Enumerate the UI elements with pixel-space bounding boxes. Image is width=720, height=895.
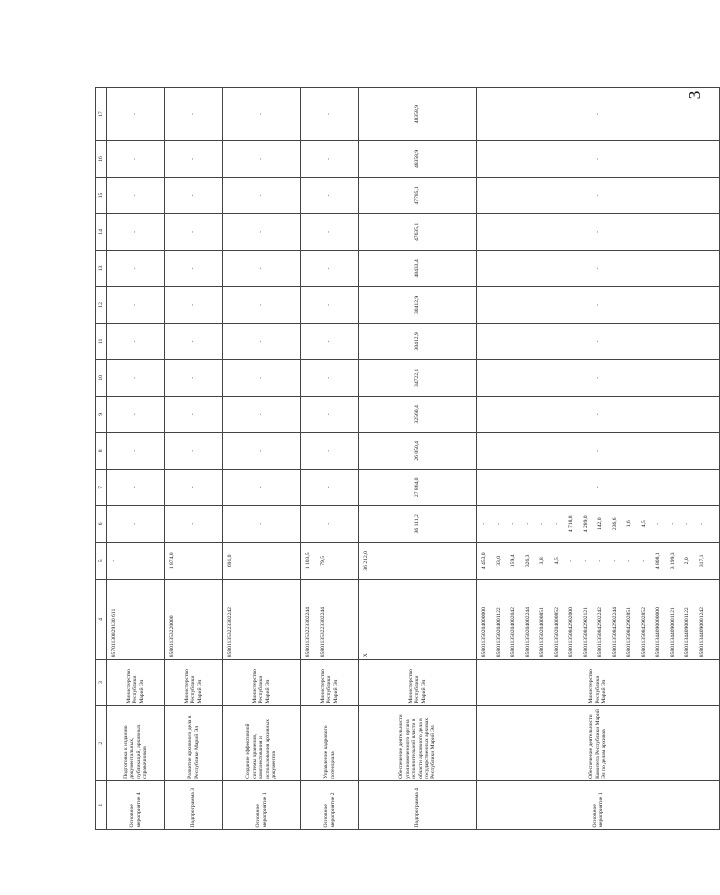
title-cell: Подготовка к изданию документальных, публикаций, архивных справочников: [107, 706, 165, 781]
value-cell-line: -: [510, 522, 516, 525]
col-header: 13: [96, 250, 107, 286]
value-cell-line: 4 289,0: [582, 515, 589, 533]
value-cell: -: [223, 433, 301, 469]
value-cell: -: [107, 360, 165, 396]
program-cell: Основное мероприятие 2: [301, 781, 359, 830]
value-cell-line: 4 808,1: [655, 552, 661, 570]
value-cell: -: [301, 506, 359, 542]
value-cell: 32560,4: [359, 396, 477, 432]
value-cell: 30412,9: [359, 287, 477, 323]
code-cell-line: 858011350204000852: [553, 607, 560, 658]
col-header: 16: [96, 141, 107, 177]
col-header: 5: [96, 542, 107, 580]
value-cell: -: [223, 469, 301, 505]
code-cell-line: 858011344090001122: [684, 607, 690, 658]
value-cell: -: [165, 214, 223, 250]
title-cell: Развитие архивного дела в Республике Марий Эл: [165, 706, 223, 781]
value-cell-line: -: [698, 522, 705, 525]
value-cell: -: [165, 323, 223, 359]
value-cell: -: [107, 177, 165, 213]
value-cell: -: [223, 250, 301, 286]
col-header: 10: [96, 360, 107, 396]
program-cell: Основное мероприятие 4: [107, 781, 165, 830]
value-cell-line: 4,5: [553, 557, 560, 565]
code-cell-line: 858011350204002244: [524, 607, 531, 658]
value-cell-line: 36 212,0: [363, 551, 369, 571]
code-cell-line: 858011350204000000: [481, 607, 487, 658]
value-cell: 27 864,0: [359, 469, 477, 505]
code-cell: [359, 580, 477, 660]
value-cell: -: [301, 177, 359, 213]
value-cell-line: 142,0: [597, 517, 603, 531]
value-cell: -: [301, 360, 359, 396]
table-row: [301, 88, 359, 830]
value-cell-line: 2,0: [684, 557, 690, 565]
value-cell-line: 79,5: [319, 555, 326, 566]
value-cell: -: [477, 214, 720, 250]
value-cell: -: [301, 287, 359, 323]
executor-cell: Министерство Республики Марий Эл: [223, 659, 301, 705]
title-cell: Обеспечение деятельности уполномоченного органа исполнительной власти в области архивного дела в государственных архивах Республики Марий Эл: [359, 706, 477, 781]
code-cell-line: 858011350204001122: [495, 607, 502, 658]
value-cell: [477, 506, 720, 542]
title-cell: Обеспечение деятельности Комитета Республики Марий Эл по делам архивов: [477, 706, 720, 781]
value-cell-line: -: [481, 522, 487, 525]
table-row: [165, 88, 223, 830]
value-cell: -: [165, 396, 223, 432]
value-cell: -: [165, 250, 223, 286]
value-cell-line: 159,4: [510, 554, 516, 568]
value-cell: -: [477, 360, 720, 396]
value-cell-line: -: [539, 522, 545, 525]
code-cell: [301, 580, 359, 660]
table-row: [477, 88, 720, 830]
page-number: 3: [685, 90, 704, 100]
value-cell: -: [165, 433, 223, 469]
value-cell: -: [223, 360, 301, 396]
value-cell: -: [301, 469, 359, 505]
value-cell: -: [301, 141, 359, 177]
value-cell: [477, 542, 720, 580]
title-cell: Управление кадрового потенциала: [301, 706, 359, 781]
value-cell: -: [107, 433, 165, 469]
value-cell: -: [477, 141, 720, 177]
value-cell-line: 3,8: [539, 557, 545, 565]
header-row: [96, 88, 107, 830]
value-cell: 34722,1: [359, 360, 477, 396]
program-cell: Подпрограмма 3: [165, 781, 223, 830]
value-cell: 48358,9: [359, 141, 477, 177]
value-cell-line: 4,5: [640, 520, 647, 528]
budget-table-rotated: [95, 87, 705, 830]
value-cell: -: [107, 141, 165, 177]
value-cell-line: -: [524, 522, 531, 525]
executor-cell: Министерство Республики Марий Эл: [301, 659, 359, 705]
value-cell-line: 1,6: [626, 520, 632, 528]
value-cell: -: [107, 214, 165, 250]
executor-cell: Министерство Республики Марий Эл: [477, 659, 720, 705]
col-header: 8: [96, 433, 107, 469]
col-header: 7: [96, 469, 107, 505]
program-cell: Подпрограмма 4: [359, 781, 477, 830]
value-cell: -: [301, 214, 359, 250]
value-cell: -: [165, 287, 223, 323]
value-cell-line: 236,6: [611, 517, 618, 531]
value-cell: -: [223, 214, 301, 250]
value-cell-line: -: [111, 559, 117, 562]
value-cell: -: [301, 323, 359, 359]
value-cell: 36 111,2: [359, 506, 477, 542]
value-cell: -: [477, 287, 720, 323]
executor-cell: Министерство Республики Марий Эл: [107, 659, 165, 705]
value-cell: [223, 542, 301, 580]
table-row: [107, 88, 165, 830]
value-cell: 30412,9: [359, 323, 477, 359]
code-cell-line: 858011353223302244: [319, 607, 326, 658]
value-cell-line: -: [568, 559, 574, 562]
col-header: 2: [96, 706, 107, 781]
col-header: 14: [96, 214, 107, 250]
program-cell: Основное мероприятие 1: [477, 781, 720, 830]
value-cell: -: [301, 433, 359, 469]
value-cell-line: 4 718,8: [568, 515, 574, 533]
executor-cell: Министерство Республики Марий Эл: [359, 659, 477, 705]
value-cell: -: [477, 469, 720, 505]
code-cell-line: 858011350204002042: [510, 607, 516, 658]
value-cell: -: [107, 396, 165, 432]
value-cell: -: [301, 88, 359, 141]
value-cell: -: [107, 323, 165, 359]
value-cell: -: [165, 506, 223, 542]
col-header: 15: [96, 177, 107, 213]
col-header: 11: [96, 323, 107, 359]
code-cell-line: 858011344090000000: [655, 607, 661, 658]
code-cell-line: 858011350842902244: [611, 607, 618, 658]
value-cell: -: [107, 506, 165, 542]
code-cell-line: 858011344090001121: [669, 607, 676, 658]
value-cell: [165, 542, 223, 580]
code-cell-line: 858011350842902000: [568, 607, 574, 658]
col-header: 17: [96, 88, 107, 141]
code-cell-line: 85701130829130 611: [111, 608, 117, 658]
value-cell: -: [223, 506, 301, 542]
value-cell-line: 1 103,5: [305, 552, 311, 570]
code-cell-line: 858011353223302244: [305, 607, 311, 658]
code-cell-line: 858011350842902121: [582, 607, 589, 658]
value-cell: -: [301, 396, 359, 432]
value-cell: -: [107, 88, 165, 141]
value-cell: -: [165, 469, 223, 505]
code-cell-line: 858011350842902851: [626, 607, 632, 658]
value-cell: 48433,4: [359, 250, 477, 286]
table-row: [223, 88, 301, 830]
value-cell: -: [165, 141, 223, 177]
value-cell-line: 33,0: [495, 555, 502, 566]
col-header: 1: [96, 781, 107, 830]
code-cell-line: 858011344090001242: [698, 607, 705, 658]
value-cell: -: [477, 323, 720, 359]
col-header: 3: [96, 659, 107, 705]
budget-table: [95, 87, 720, 830]
value-cell: [359, 542, 477, 580]
value-cell: -: [107, 287, 165, 323]
value-cell: -: [223, 88, 301, 141]
value-cell: [107, 542, 165, 580]
value-cell: -: [477, 250, 720, 286]
value-cell-line: -: [582, 559, 589, 562]
value-cell: -: [223, 141, 301, 177]
code-cell: [165, 580, 223, 660]
value-cell: 47635,1: [359, 214, 477, 250]
value-cell-line: -: [626, 559, 632, 562]
code-cell-line: 858011350842902242: [597, 607, 603, 658]
value-cell: -: [477, 433, 720, 469]
value-cell: [301, 542, 359, 580]
value-cell: -: [477, 177, 720, 213]
code-cell-line: 858011350204000851: [539, 607, 545, 658]
value-cell: -: [107, 250, 165, 286]
value-cell: -: [223, 177, 301, 213]
value-cell-line: -: [611, 559, 618, 562]
value-cell-line: -: [640, 559, 647, 562]
col-header: 4: [96, 580, 107, 660]
value-cell-line: -: [553, 522, 560, 525]
value-cell: 48358,9: [359, 88, 477, 141]
value-cell-line: 3 199,3: [669, 552, 676, 570]
value-cell-line: 4 453,0: [481, 552, 487, 570]
value-cell: -: [165, 88, 223, 141]
value-cell: -: [301, 250, 359, 286]
value-cell-line: 1 874,0: [169, 552, 175, 570]
col-header: 9: [96, 396, 107, 432]
value-cell: -: [223, 323, 301, 359]
value-cell: -: [477, 88, 720, 141]
value-cell-line: -: [597, 559, 603, 562]
code-cell: [223, 580, 301, 660]
code-cell-line: 858011353220000: [169, 615, 175, 658]
value-cell: -: [107, 469, 165, 505]
code-cell-line: 858011350842902852: [640, 607, 647, 658]
value-cell-line: 691,0: [227, 554, 233, 568]
value-cell-line: 317,1: [698, 554, 705, 568]
value-cell: -: [477, 396, 720, 432]
value-cell: -: [223, 396, 301, 432]
value-cell: 26 050,4: [359, 433, 477, 469]
value-cell-line: -: [495, 522, 502, 525]
value-cell-line: -: [684, 522, 690, 525]
value-cell-line: -: [655, 522, 661, 525]
value-cell: -: [165, 360, 223, 396]
code-cell: [477, 580, 720, 660]
value-cell-line: -: [669, 522, 676, 525]
value-cell: -: [223, 287, 301, 323]
code-cell-line: X: [363, 653, 369, 658]
col-header: 12: [96, 287, 107, 323]
table-row: [359, 88, 477, 830]
program-cell: Основное мероприятие 1: [223, 781, 301, 830]
value-cell: 47785,1: [359, 177, 477, 213]
value-cell: -: [165, 177, 223, 213]
executor-cell: Министерство Республики Марий Эл: [165, 659, 223, 705]
value-cell-line: 326,3: [524, 554, 531, 568]
code-cell-line: 858011353223302242: [227, 607, 233, 658]
title-cell: Создание эффективной системы хранения, комплектования и использования архивных документов: [223, 706, 301, 781]
code-cell: [107, 580, 165, 660]
col-header: 6: [96, 506, 107, 542]
